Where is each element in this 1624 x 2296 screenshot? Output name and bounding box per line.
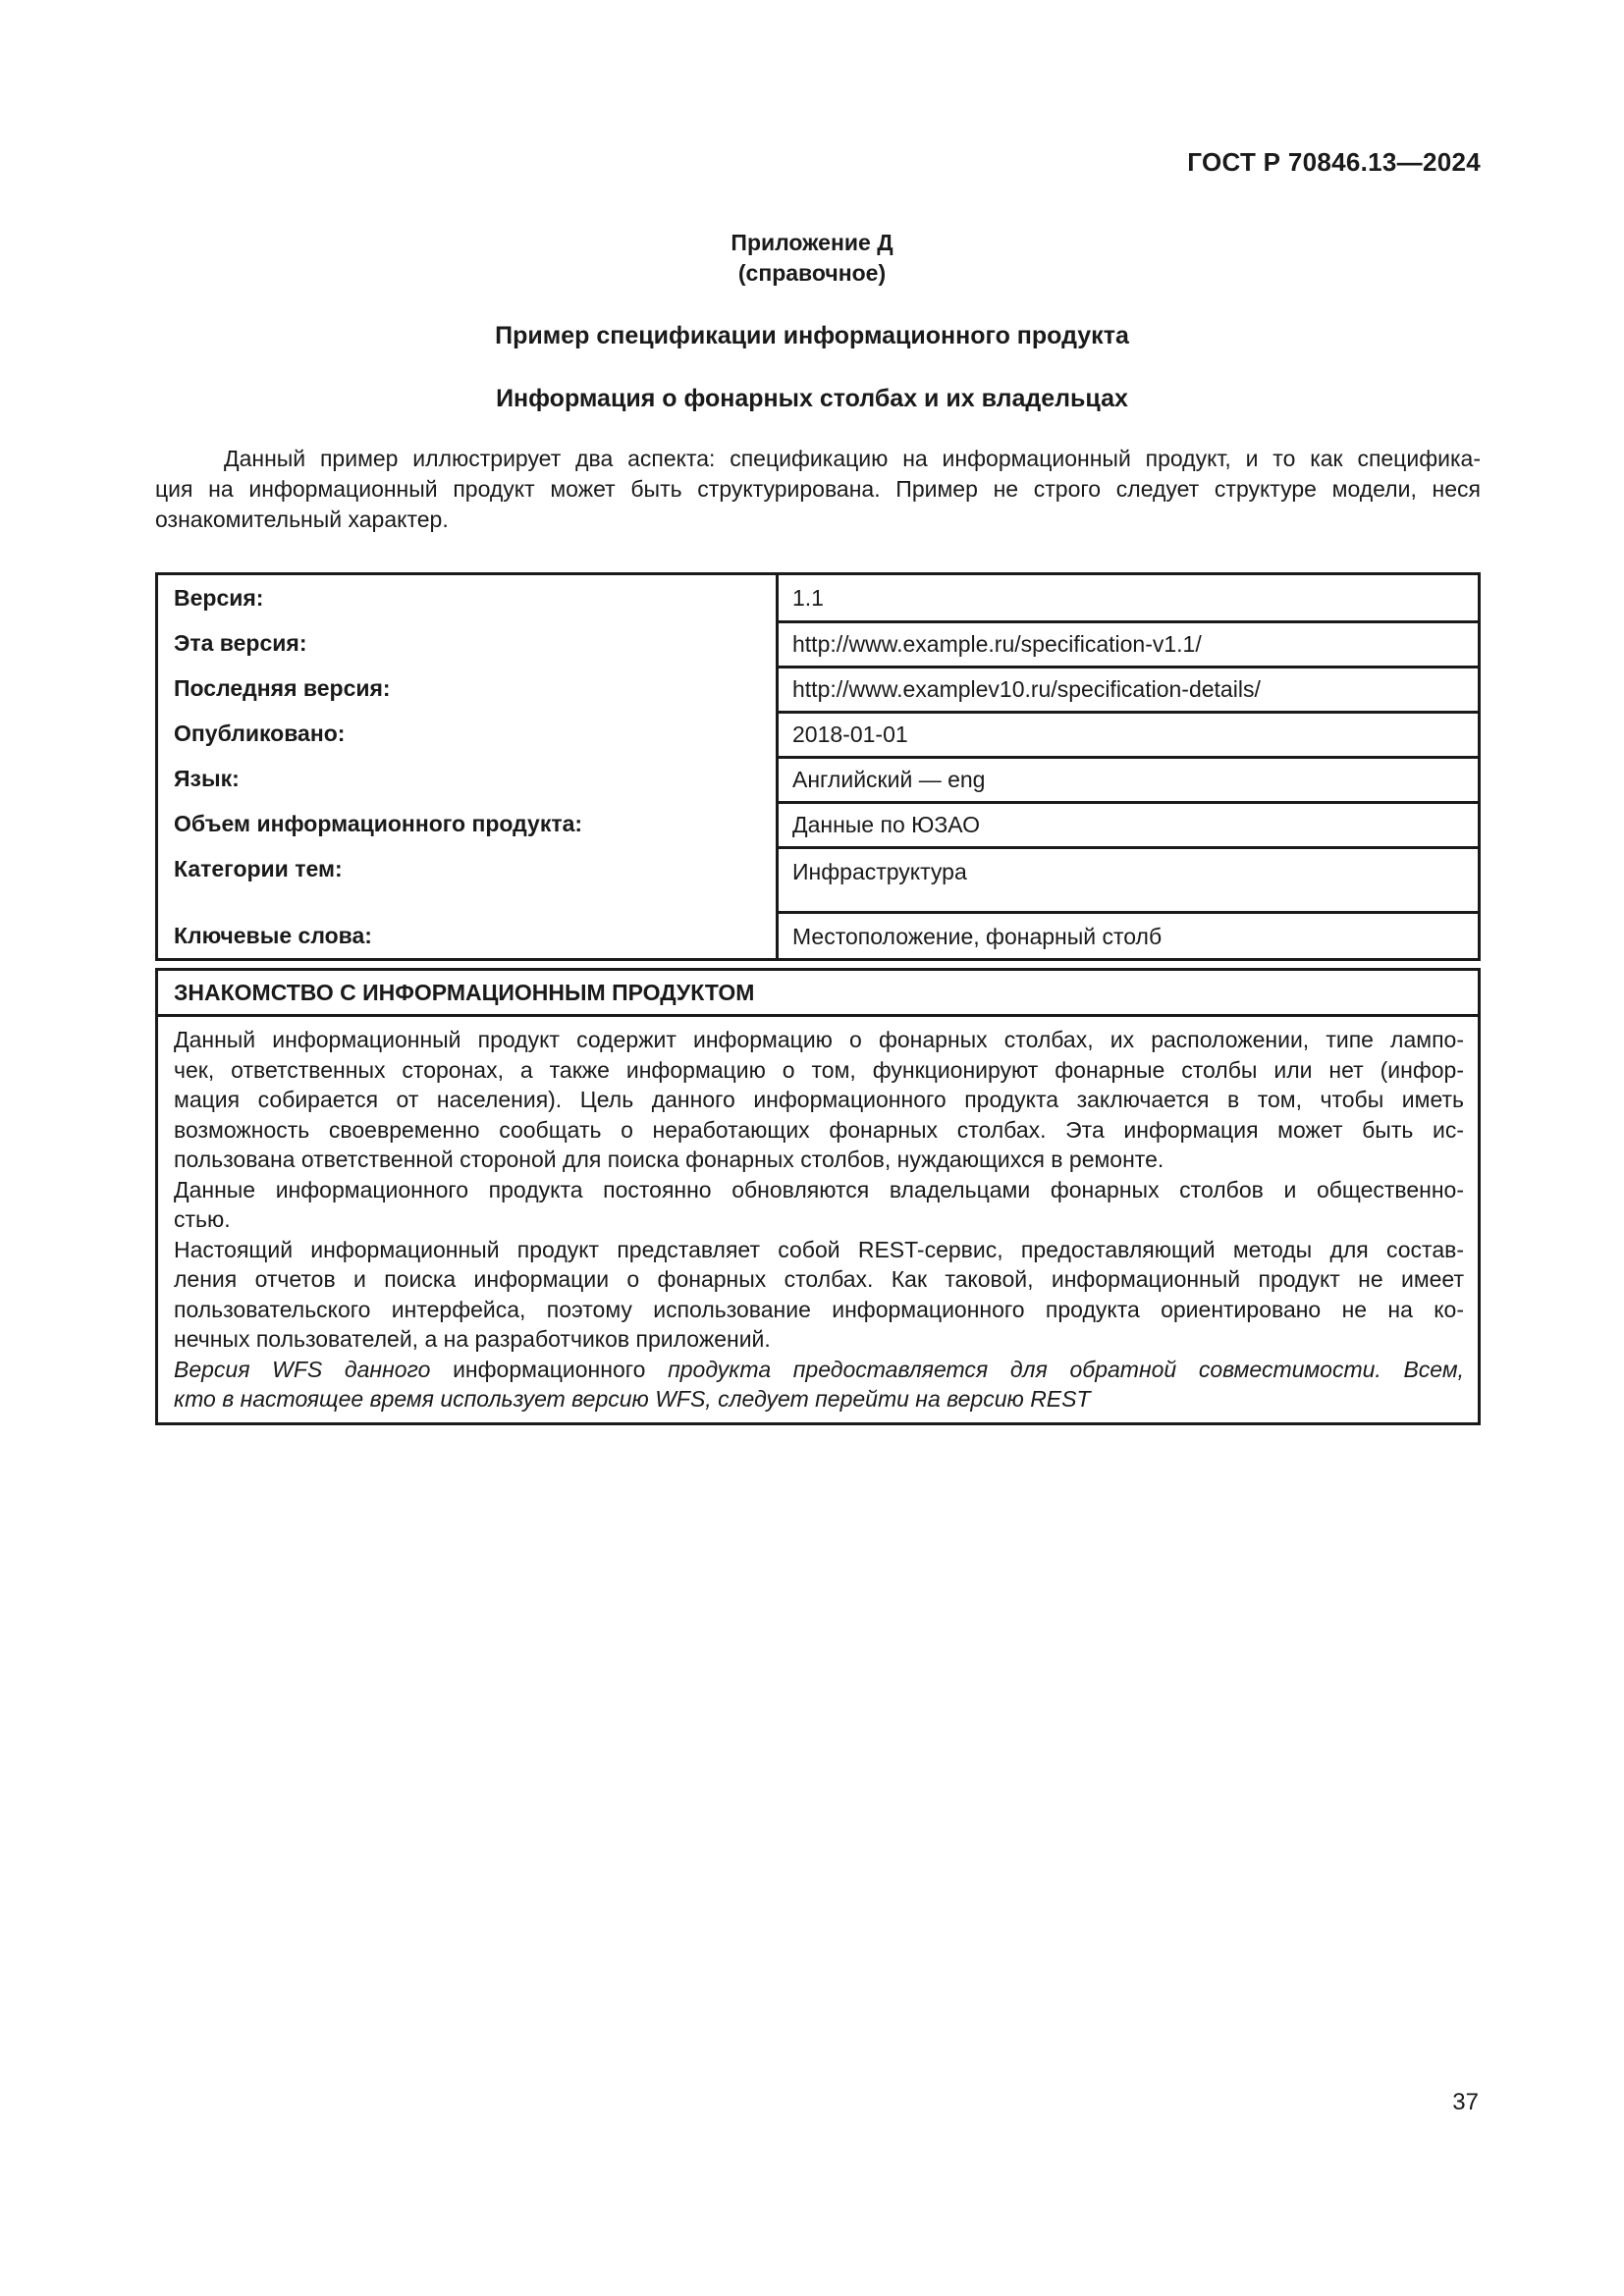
metadata-value: 1.1: [776, 575, 1478, 620]
intro-paragraph: [155, 444, 1481, 535]
section-line: Настоящий информационный продукт представляет собой REST-сервис, предоставляющий методы для состав-: [174, 1236, 1464, 1262]
metadata-key: Ключевые слова:: [174, 923, 372, 948]
intro-line: ция на информационный продукт может быть структурирована. Пример не строго следует структуре модели, неся: [155, 476, 1481, 502]
metadata-table: [155, 572, 1481, 961]
metadata-key: Язык:: [174, 765, 240, 791]
metadata-value: Местоположение, фонарный столб: [776, 911, 1478, 958]
metadata-row: [158, 620, 1478, 666]
metadata-row: [158, 575, 1478, 620]
metadata-row: [158, 711, 1478, 756]
metadata-key: Версия:: [174, 584, 264, 611]
page-title: Пример спецификации информационного продукта: [495, 322, 1129, 349]
metadata-row: [158, 911, 1478, 958]
section-line: мация собирается от населения). Цель данного информационного продукта заключается в том, чтобы иметь: [174, 1087, 1464, 1112]
metadata-value: http://www.examplev10.ru/specification-details/: [776, 666, 1478, 711]
intro-line: ознакомительный характер.: [155, 507, 449, 532]
metadata-row: [158, 756, 1478, 801]
section-line: чек, ответственных сторонах, а также информацию о том, функционируют фонарные столбы или нет (инфор-: [174, 1056, 1464, 1083]
regular-text: информационного: [430, 1356, 669, 1382]
metadata-row: [158, 666, 1478, 711]
section-line: ления отчетов и поиска информации о фонарных столбах. Как таковой, информационный продукт не имеет: [174, 1266, 1464, 1292]
metadata-value: Инфраструктура: [776, 846, 1478, 911]
section-line: возможность своевременно сообщать о неработающих фонарных столбах. Эта информация может быть ис-: [174, 1116, 1464, 1143]
section-line: стью.: [174, 1206, 231, 1232]
section-line: Данный информационный продукт содержит информацию о фонарных столбах, их расположении, типе лампо-: [174, 1027, 1464, 1052]
italic-text: продукта предоставляется для обратной совместимости. Всем,: [668, 1356, 1464, 1382]
appendix-heading: [0, 228, 1624, 289]
metadata-row: [158, 846, 1478, 911]
section-heading: ЗНАКОМСТВО С ИНФОРМАЦИОННЫМ ПРОДУКТОМ: [158, 971, 1478, 1017]
metadata-key: Объем информационного продукта:: [174, 810, 583, 836]
standard-code: ГОСТ Р 70846.13—2024: [1187, 147, 1481, 177]
metadata-value: Английский — eng: [776, 756, 1478, 801]
section-italic-line: кто в настоящее время использует версию WFS, следует перейти на версию REST: [174, 1386, 1091, 1412]
page-number: 37: [1452, 2089, 1479, 2115]
italic-text: Версия WFS данного: [174, 1356, 431, 1382]
appendix-note: (справочное): [737, 260, 887, 286]
metadata-key: Последняя версия:: [174, 674, 391, 701]
metadata-value: 2018-01-01: [776, 711, 1478, 756]
section-line: пользовательского интерфейса, поэтому использование информационного продукта ориентировано не на ко-: [174, 1296, 1464, 1322]
section-line: Данные информационного продукта постоянно обновляются владельцами фонарных столбов и общественно-: [174, 1176, 1464, 1202]
metadata-key: Эта версия:: [174, 629, 307, 656]
metadata-key: Опубликовано:: [174, 720, 346, 746]
appendix-title: Приложение Д: [731, 230, 893, 255]
section-line: пользована ответственной стороной для поиска фонарных столбов, нуждающихся в ремонте.: [174, 1147, 1164, 1172]
page-subtitle: Информация о фонарных столбах и их владельцах: [496, 385, 1128, 412]
section-line: нечных пользователей, а на разработчиков приложений.: [174, 1326, 771, 1352]
section-body: [158, 1017, 1478, 1422]
section-italic-line: [174, 1355, 1464, 1385]
metadata-value: Данные по ЮЗАО: [776, 801, 1478, 846]
metadata-value: http://www.example.ru/specification-v1.1/: [776, 620, 1478, 666]
metadata-key: Категории тем:: [174, 856, 343, 881]
intro-line: Данный пример иллюстрирует два аспекта: спецификацию на информационный продукт, и то как специфика-: [224, 446, 1481, 471]
metadata-row: [158, 801, 1478, 846]
overview-section: [155, 968, 1481, 1425]
